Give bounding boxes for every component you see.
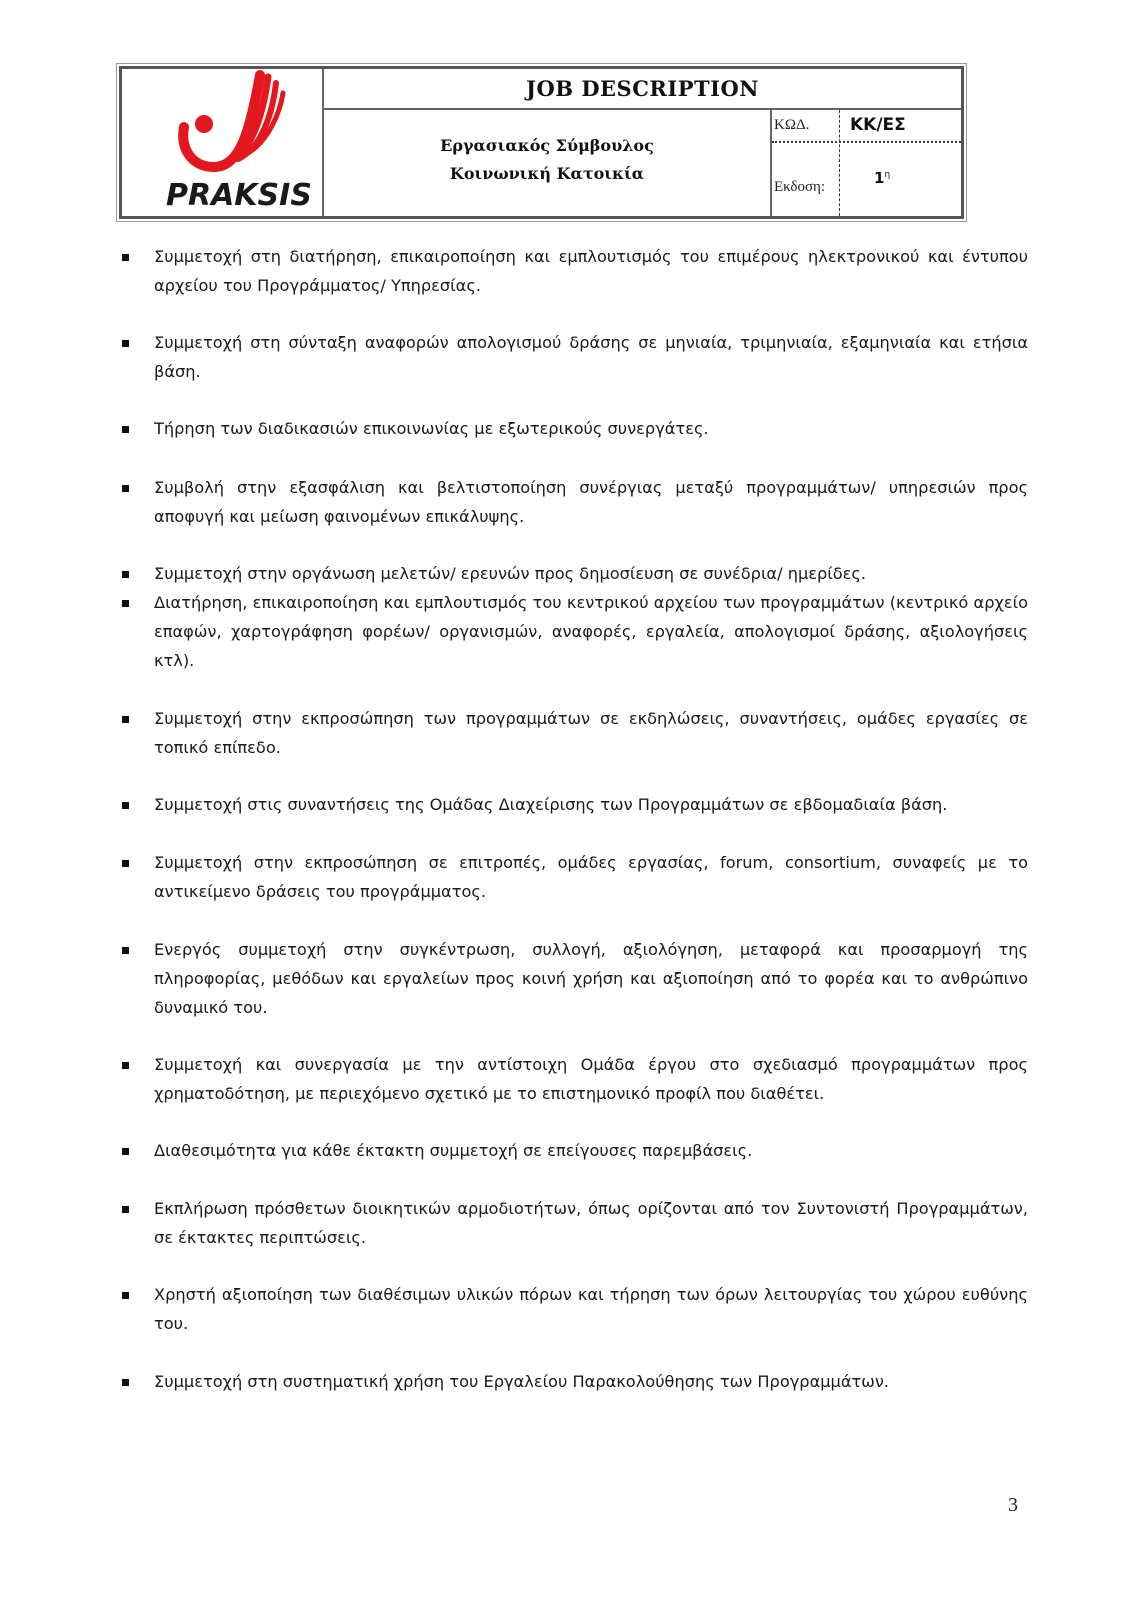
logo-dot	[195, 115, 213, 133]
bullet-icon	[122, 485, 129, 492]
list-item: Συμμετοχή στις συναντήσεις της Ομάδας Διαχείρισης των Προγραμμάτων σε εβδομαδιαία βάση.	[154, 795, 948, 814]
job-title-line2: Κοινωνική Κατοικία	[449, 164, 645, 183]
list-item: Συμμετοχή και συνεργασία με την αντίστοιχη Ομάδα έργου στο σχεδιασμό προγραμμάτων προς χρηματοδότηση, με περιεχόμενο σχετικό με το επιστημονικό προφίλ που διαθέτει.	[154, 1055, 1028, 1103]
bullet-icon	[122, 426, 129, 433]
meta-divider-vertical	[839, 110, 840, 216]
logo-cell	[122, 69, 324, 216]
document-header	[119, 66, 964, 219]
list-item: Ενεργός συμμετοχή στην συγκέντρωση, συλλογή, αξιολόγηση, μεταφορά και προσαρμογή της πληροφορίας, μεθόδων και εργαλείων προς κοινή χρήση και αξιοποίηση από το φορέα και το ανθρώπινο δυναμικό του.	[154, 940, 1028, 1017]
list-item: Συμμετοχή στην εκπροσώπηση σε επιτροπές, ομάδες εργασίας, forum, consortium, συναφείς με το αντικείμενο δράσεις του προγράμματος.	[154, 853, 1028, 901]
doc-title: JOB DESCRIPTION	[324, 69, 961, 110]
list-item: Συμμετοχή στην οργάνωση μελετών/ ερευνών προς δημοσίευση σε συνέδρια/ ημερίδες.	[154, 564, 867, 583]
list-item: Συμμετοχή στην εκπροσώπηση των προγραμμάτων σε εκδηλώσεις, συναντήσεις, ομάδες εργασίες σε τοπικό επίπεδο.	[154, 709, 1028, 757]
list-item: Εκπλήρωση πρόσθετων διοικητικών αρμοδιοτήτων, όπως ορίζονται από τον Συντονιστή Προγραμμάτων, σε έκτακτες περιπτώσεις.	[154, 1199, 1028, 1247]
bullet-icon	[122, 340, 129, 347]
logo-text: PRAKSIS	[166, 178, 312, 213]
list-item: Συμβολή στην εξασφάλιση και βελτιστοποίηση συνέργιας μεταξύ προγραμμάτων/ υπηρεσιών προς αποφυγή και μείωση φαινομένων επικάλυψης.	[154, 478, 1028, 526]
edition-value: $1^\eta$	[874, 169, 891, 187]
list-item: Διατήρηση, επικαιροποίηση και εμπλουτισμός του κεντρικού αρχείου των προγραμμάτων (κεντρικό αρχείο επαφών, χαρτογράφηση φορέων/ οργανισμών, αναφορές, εργαλεία, απολογισμοί δράσης, αξιολογήσεις κτλ).	[154, 593, 1028, 670]
job-title	[324, 110, 772, 216]
edition-label: Εκδοση:	[774, 179, 826, 195]
bullet-icon	[122, 1379, 129, 1386]
bullet-icon	[122, 1206, 129, 1213]
praksis-logo	[122, 69, 322, 216]
bullet-icon	[122, 947, 129, 954]
bullet-icon	[122, 1148, 129, 1155]
bullet-icon	[122, 1292, 129, 1299]
bullet-icon	[122, 571, 129, 578]
list-item: Συμμετοχή στη διατήρηση, επικαιροποίηση και εμπλουτισμός του επιμέρους ηλεκτρονικού και έντυπου αρχείου του Προγράμματος/ Υπηρεσίας.	[154, 247, 1028, 295]
job-title-line1: Εργασιακός Σύμβουλος	[440, 136, 654, 155]
bullet-icon	[122, 254, 129, 261]
list-item: Τήρηση των διαδικασιών επικοινωνίας με εξωτερικούς συνεργάτες.	[154, 419, 709, 438]
bullet-icon	[122, 716, 129, 723]
bullet-icon	[122, 600, 129, 607]
code-label: ΚΩΔ.	[774, 117, 810, 133]
bullet-icon	[122, 860, 129, 867]
bullet-icon	[122, 1062, 129, 1069]
meta-divider-horizontal	[772, 141, 961, 143]
list-item: Χρηστή αξιοποίηση των διαθέσιμων υλικών πόρων και τήρηση των όρων λειτουργίας του χώρου ευθύνης του.	[154, 1285, 1028, 1333]
list-item: Συμμετοχή στη συστηματική χρήση του Εργαλείου Παρακολούθησης των Προγραμμάτων.	[154, 1372, 890, 1391]
code-value: ΚΚ/ΕΣ	[850, 115, 906, 135]
list-item: Συμμετοχή στη σύνταξη αναφορών απολογισμού δράσης σε μηνιαία, τριμηνιαία, εξαμηνιαία και ετήσια βάση.	[154, 333, 1028, 381]
list-item: Διαθεσιμότητα για κάθε έκτακτη συμμετοχή σε επείγουσες παρεμβάσεις.	[154, 1141, 753, 1160]
page-number: 3	[1008, 1494, 1018, 1516]
bullet-icon	[122, 802, 129, 809]
